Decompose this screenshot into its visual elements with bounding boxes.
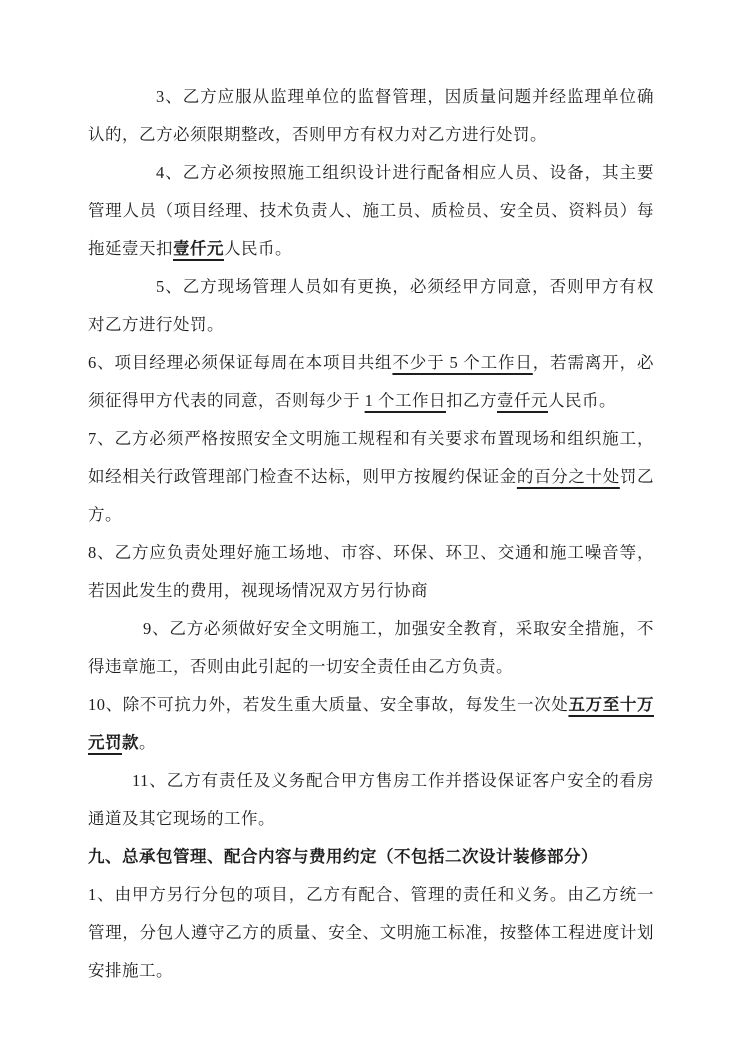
paragraph-clause-9 — [88, 610, 654, 686]
text-segment: 扣乙方 — [446, 391, 497, 410]
bold-text: 款 — [122, 733, 139, 752]
text-segment: 9、乙方必须做好安全文明施工，加强安全教育，采取安全措施，不得违章施工，否则由此引起的一切安全责任由乙方负责。 — [88, 619, 654, 676]
paragraph-clause-6 — [88, 344, 654, 420]
text-segment: 1、由甲方另行分包的项目，乙方有配合、管理的责任和义务。由乙方统一管理，分包人遵守乙方的质量、安全、文明施工标准，按整体工程进度计划安排施工。 — [88, 885, 654, 980]
text-segment: 6、项目经理必须保证每周在本项目共组 — [88, 353, 393, 372]
underlined-emphasis-text: 五万至十万元罚 — [88, 695, 654, 752]
text-segment: 5、乙方现场管理人员如有更换，必须经甲方同意，否则甲方有权对乙方进行处罚。 — [88, 277, 654, 334]
document-body — [88, 78, 654, 990]
paragraph-clause-3 — [88, 78, 654, 154]
paragraph-clause-5 — [88, 268, 654, 344]
paragraph-clause-7 — [88, 420, 654, 534]
paragraph-clause-10 — [88, 686, 654, 762]
text-segment: 10、除不可抗力外，若发生重大质量、安全事故，每发生一次处 — [88, 695, 569, 714]
text-segment: 人民币。 — [224, 239, 292, 258]
text-segment: ，若需离开，必须征得甲方代表的同意，否则每少于 — [88, 353, 655, 410]
text-segment: 11、乙方有责任及义务配合甲方售房工作并搭设保证客户安全的看房通道及其它现场的工作。 — [88, 771, 654, 828]
underlined-emphasis-text: 壹仟元 — [173, 239, 224, 258]
underlined-emphasis-text: 的百分之十处 — [516, 467, 620, 486]
underlined-emphasis-text: 壹仟元 — [497, 391, 548, 410]
text-segment: 罚乙方。 — [88, 467, 654, 524]
text-segment: 7、乙方必须严格按照安全文明施工规程和有关要求布置现场和组织施工，如经相关行政管理部门检查不达标，则甲方按履约保证金 — [88, 429, 654, 486]
paragraph-section-9-clause-1 — [88, 876, 654, 990]
text-segment: 4、乙方必须按照施工组织设计进行配备相应人员、设备，其主要管理人员（项目经理、技术负责人、施工员、质检员、安全员、资料员）每拖延壹天扣 — [88, 163, 654, 258]
text-segment: 3、乙方应服从监理单位的监督管理，因质量问题并经监理单位确认的，乙方必须限期整改，否则甲方有权力对乙方进行处罚。 — [88, 87, 654, 144]
paragraph-clause-4 — [88, 154, 654, 268]
text-segment: 人民币。 — [548, 391, 616, 410]
text-segment: 8、乙方应负责处理好施工场地、市容、环保、环卫、交通和施工噪音等，若因此发生的费用，视现场情况双方另行协商 — [88, 543, 654, 600]
bold-text: 九、总承包管理、配合内容与费用约定（不包括二次设计装修部分） — [88, 847, 598, 866]
underlined-emphasis-text: 不少于 5 个工作日 — [392, 353, 533, 372]
text-segment: 。 — [139, 733, 156, 752]
paragraph-section-9-heading — [88, 838, 654, 876]
paragraph-clause-11 — [88, 762, 654, 838]
paragraph-clause-8 — [88, 534, 654, 610]
underlined-emphasis-text: 1 个工作日 — [364, 391, 446, 410]
